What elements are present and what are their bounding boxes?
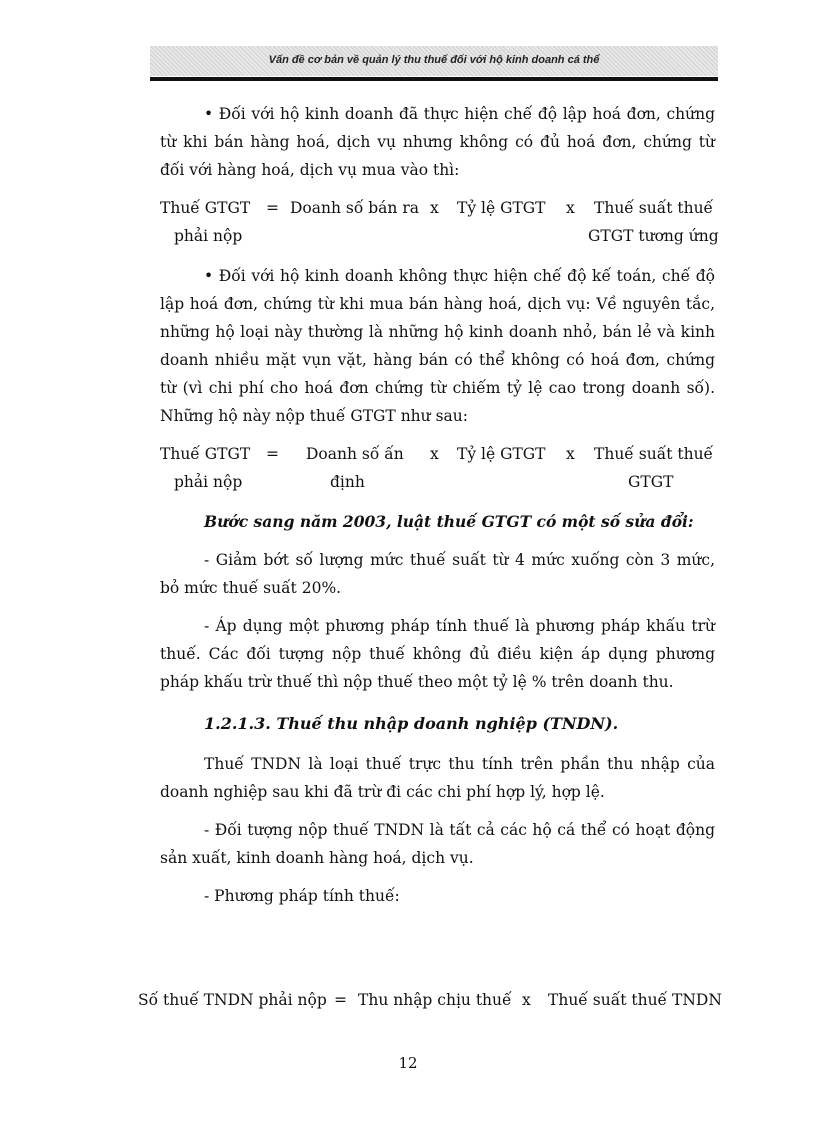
formula-times-2: x: [566, 445, 575, 463]
formula-equals: =: [266, 199, 279, 217]
paragraph-calc-method: - Phương pháp tính thuế:: [204, 887, 400, 905]
note-2003-amendment: Bước sang năm 2003, luật thuế GTGT có một số sửa đổi:: [204, 512, 694, 531]
formula-term-c-line2: GTGT: [628, 473, 674, 491]
header-rule: [150, 77, 718, 81]
formula-cit-equals: =: [334, 991, 347, 1009]
formula-times-2: x: [566, 199, 575, 217]
formula-term-b: Tỷ lệ GTGT: [457, 445, 546, 463]
paragraph-reduce-rates: - Giảm bớt số lượng mức thuế suất từ 4 mức xuống còn 3 mức, bỏ mức thuế suất 20%.: [160, 551, 715, 597]
formula-term-b: Tỷ lệ GTGT: [457, 199, 546, 217]
formula-cit-times: x: [522, 991, 531, 1009]
formula-vat-2: [160, 440, 715, 496]
formula-term-c-line2: GTGT tương ứng: [588, 227, 719, 245]
formula-term-a: Doanh số bán ra: [290, 199, 419, 217]
formula-term-a-line2: định: [330, 473, 365, 491]
formula-lhs-line2: phải nộp: [174, 473, 243, 491]
formula-times-1: x: [430, 199, 439, 217]
paragraph-cit-definition: Thuế TNDN là loại thuế trực thu tính trên phần thu nhập của doanh nghiệp sau khi đã trừ đi các chi phí hợp lý, hợp lệ.: [160, 755, 715, 801]
formula-cit-term-b: Thuế suất thuế TNDN: [548, 991, 722, 1009]
formula-cit-lhs: Số thuế TNDN phải nộp: [138, 991, 327, 1009]
paragraph-no-accounting-case: • Đối với hộ kinh doanh không thực hiện chế độ kế toán, chế độ lập hoá đơn, chứng từ khi mua bán hàng hoá, dịch vụ: Về nguyên tắc, những hộ loại này thường là những hộ kinh doanh nhỏ, bán lẻ và kinh doanh nhiều mặt vụn vặt, hàng bán có thể không có hoá đơn, chứng từ (vì chi phí cho hoá đơn chứng từ chiếm tỷ lệ cao trong doanh số). Những hộ này nộp thuế GTGT như sau:: [160, 267, 715, 425]
paragraph-invoice-case: • Đối với hộ kinh doanh đã thực hiện chế độ lập hoá đơn, chứng từ khi bán hàng hoá, dịch vụ nhưng không có đủ hoá đơn, chứng từ đối với hàng hoá, dịch vụ mua vào thì:: [160, 105, 715, 179]
paragraph-deduction-method: - Áp dụng một phương pháp tính thuế là phương pháp khấu trừ thuế. Các đối tượng nộp thuế không đủ điều kiện áp dụng phương pháp khấu trừ thuế thì nộp thuế theo một tỷ lệ % trên doanh thu.: [160, 617, 715, 691]
formula-lhs-line1: Thuế GTGT: [160, 199, 251, 217]
formula-cit-term-a: Thu nhập chịu thuế: [358, 991, 512, 1009]
formula-lhs-line1: Thuế GTGT: [160, 445, 251, 463]
formula-times-1: x: [430, 445, 439, 463]
formula-term-c-line1: Thuế suất thuế: [594, 445, 714, 463]
paragraph-cit-payers: - Đối tượng nộp thuế TNDN là tất cả các hộ cá thể có hoạt động sản xuất, kinh doanh hàng hoá, dịch vụ.: [160, 821, 715, 867]
formula-lhs-line2: phải nộp: [174, 227, 243, 245]
page-number: 12: [398, 1054, 418, 1072]
formula-cit: [138, 991, 738, 1021]
running-header: Vấn đề cơ bản về quản lý thu thuế đối với hộ kinh doanh cá thể: [150, 46, 718, 76]
formula-vat-1: [160, 194, 719, 250]
formula-equals: =: [266, 445, 279, 463]
page-content: [160, 100, 719, 920]
formula-term-a-line1: Doanh số ấn: [306, 445, 404, 463]
formula-term-c-line1: Thuế suất thuế: [594, 199, 714, 217]
section-heading-cit: 1.2.1.3. Thuế thu nhập doanh nghiệp (TNDN).: [204, 714, 619, 733]
